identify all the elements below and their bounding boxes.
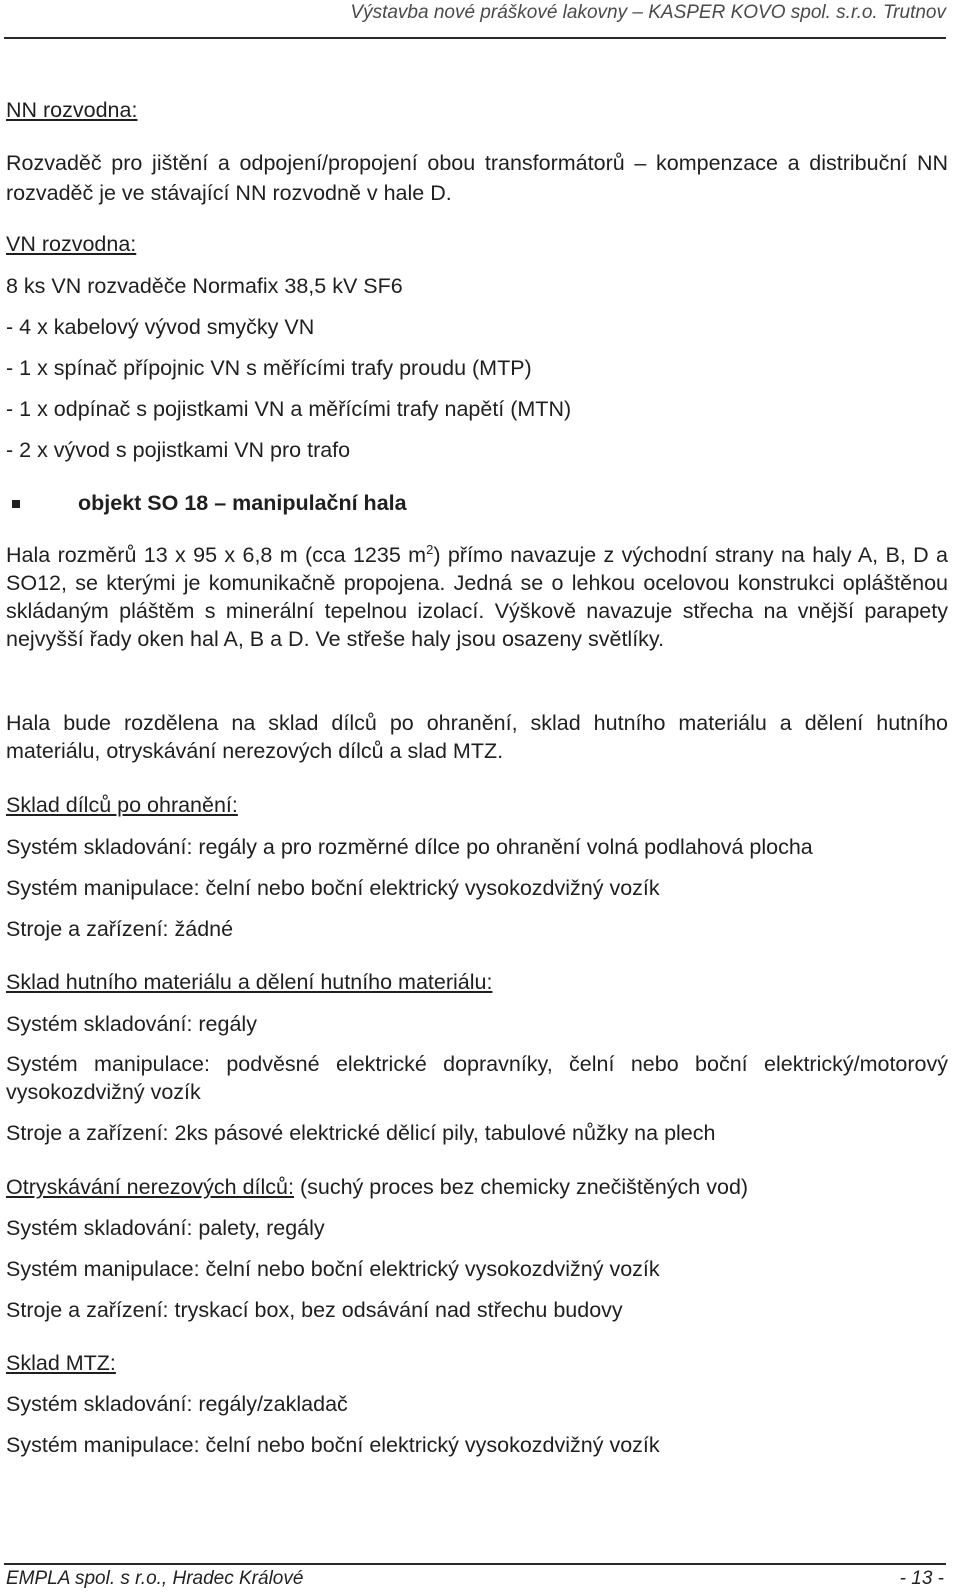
vn-item: - 2 x vývod s pojistkami VN pro trafo (6, 438, 351, 462)
sklad-dilcu-line: Systém skladování: regály a pro rozměrné dílce po ohranění volná podlahová plocha (6, 835, 813, 859)
para-text: Hala rozměrů 13 x 95 x 6,8 m (cca 1235 m (6, 543, 427, 567)
sklad-hutniho-heading: Sklad hutního materiálu a dělení hutního materiálu: (6, 970, 493, 994)
so18-paragraph (6, 541, 948, 653)
vn-item: 8 ks VN rozvaděče Normafix 38,5 kV SF6 (6, 274, 403, 298)
sklad-dilcu-heading: Sklad dílců po ohranění: (6, 793, 238, 817)
page-header: Výstavba nové práškové lakovny – KASPER KOVO spol. s.r.o. Trutnov (350, 2, 946, 23)
nn-paragraph: Rozvaděč pro jištění a odpojení/propojení obou transformátorů – kompenzace a distribuční NN rozvaděč je ve stávající NN rozvodně v hale D. (6, 151, 948, 205)
sklad-dilcu-line: Stroje a zařízení: žádné (6, 917, 234, 941)
sklad-hutniho-line: Systém skladování: regály (6, 1012, 257, 1036)
para-text: ) přímo navazuje z východní strany na haly A, B, D a SO12, se kterými je komunikačně propojena. Jedná se o lehkou ocelovou konstrukci opláštěnou skládaným pláštěm s minerální tepelnou izolací. Výškově navazuje střecha na vnější parapety nejvyšší řady oken hal A, B a D. Ve střeše haly jsou osazeny světlíky. (6, 543, 948, 651)
otryskavani-line: Stroje a zařízení: tryskací box, bez odsávání nad střechu budovy (6, 1298, 623, 1322)
superscript: 2 (426, 541, 434, 557)
footer-rule (4, 1563, 946, 1565)
otryskavani-heading-row (6, 1174, 748, 1200)
section-heading: objekt SO 18 – manipulační hala (78, 491, 407, 515)
vn-heading: VN rozvodna: (6, 232, 137, 256)
otryskavani-line: Systém skladování: palety, regály (6, 1216, 325, 1240)
mtz-heading: Sklad MTZ: (6, 1351, 116, 1375)
mtz-line: Systém skladování: regály/zakladač (6, 1392, 348, 1416)
vn-item: - 1 x spínač přípojnic VN s měřícími trafy proudu (MTP) (6, 356, 532, 380)
nn-heading: NN rozvodna: (6, 98, 138, 122)
footer-company: EMPLA spol. s r.o., Hradec Králové (6, 1568, 304, 1589)
sklad-hutniho-manipulace: Systém manipulace: podvěsné elektrické dopravníky, čelní nebo boční elektrický/motorový vysokozdvižný vozík (6, 1052, 948, 1104)
otryskavani-line: Systém manipulace: čelní nebo boční elektrický vysokozdvižný vozík (6, 1257, 660, 1281)
mtz-line: Systém manipulace: čelní nebo boční elektrický vysokozdvižný vozík (6, 1433, 660, 1457)
vn-item: - 1 x odpínač s pojistkami VN a měřícími trafy napětí (MTN) (6, 397, 572, 421)
page-number: - 13 - (899, 1568, 944, 1589)
so18-paragraph-2: Hala bude rozdělena na sklad dílců po ohranění, sklad hutního materiálu a dělení hutního materiálu, otryskávání nerezových dílců a slad MTZ. (6, 711, 948, 763)
otryskavani-heading-note: (suchý proces bez chemicky znečištěných vod) (293, 1175, 749, 1199)
vn-item: - 4 x kabelový vývod smyčky VN (6, 315, 315, 339)
header-rule (4, 37, 946, 39)
sklad-dilcu-line: Systém manipulace: čelní nebo boční elektrický vysokozdvižný vozík (6, 876, 660, 900)
bullet-icon (12, 500, 20, 508)
otryskavani-heading: Otryskávání nerezových dílců: (6, 1175, 294, 1199)
sklad-hutniho-line: Stroje a zařízení: 2ks pásové elektrické dělicí pily, tabulové nůžky na plech (6, 1121, 716, 1145)
